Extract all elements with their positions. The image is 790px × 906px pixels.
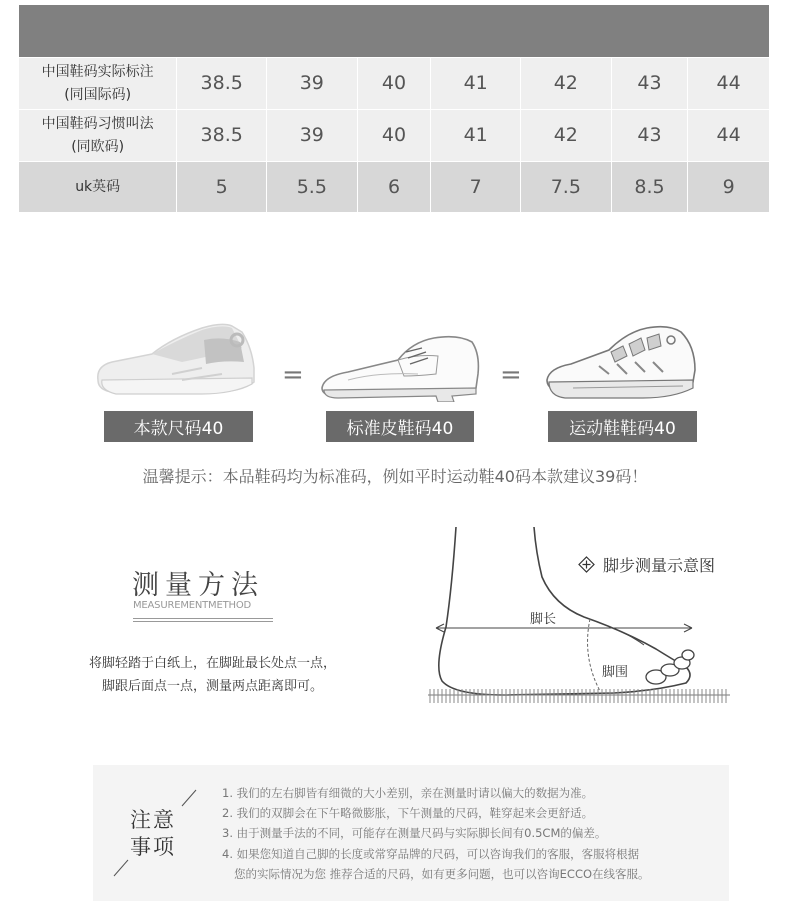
measurement-subtitle: MEASUREMENTMETHOD: [133, 600, 252, 611]
description-line: 将脚轻踏于白纸上，在脚趾最长处点一点，: [88, 656, 336, 671]
leather-shoe-image: [318, 330, 484, 402]
row-label-line2: (同欧码): [71, 138, 125, 155]
size-cell: 43: [611, 58, 688, 109]
size-cell: 5: [176, 162, 266, 212]
size-cell: 6: [357, 162, 431, 212]
row-label: [19, 110, 176, 161]
size-cell: 40: [357, 58, 431, 109]
size-cell: 39: [266, 58, 357, 109]
shoe-label-sports: 运动鞋鞋码40: [548, 411, 697, 442]
size-cell: 38.5: [176, 110, 266, 161]
note-item: 2. 我们的双脚会在下午略微膨胀，下午测量的尺码，鞋穿起来会更舒适。: [222, 806, 594, 821]
size-cell: 44: [687, 58, 769, 109]
size-cell: 5.5: [266, 162, 357, 212]
equal-sign: =: [500, 360, 522, 390]
divider: [133, 621, 273, 622]
table-row: [19, 161, 769, 212]
note-item: 4. 如果您知道自己脚的长度或常穿品牌的尺码，可以咨询我们的客服，客服将根据: [222, 846, 640, 861]
decorative-slash: [112, 858, 130, 878]
row-label-line1: 中国鞋码实际标注: [41, 63, 154, 80]
notes-list: [222, 783, 650, 884]
foot-diagram-title-text: 脚步测量示意图: [603, 556, 716, 575]
row-label-line1: uk英码: [75, 178, 121, 195]
size-cell: 42: [520, 110, 611, 161]
notes-heading: [130, 807, 176, 861]
table-row: [19, 109, 769, 161]
shoe-label-this-style: 本款尺码40: [104, 411, 253, 442]
notes-heading-line: 注意: [130, 808, 176, 832]
size-cell: 42: [520, 58, 611, 109]
measurement-description: [70, 652, 355, 698]
equal-sign: =: [282, 360, 304, 390]
size-cell: 43: [611, 110, 688, 161]
description-line: 脚跟后面点一点，测量两点距离即可。: [101, 679, 323, 694]
size-table: [19, 5, 769, 212]
decorative-slash: [180, 788, 198, 808]
table-row: [19, 57, 769, 109]
size-cell: 9: [687, 162, 769, 212]
size-tip: 温馨提示：本品鞋码均为标准码，例如平时运动鞋40码本款建议39码！: [142, 467, 648, 486]
sports-shoe-image: [543, 322, 703, 402]
size-cell: 7.5: [520, 162, 611, 212]
note-item: 您的实际情况为您 推荐合适的尺码，如有更多问题，也可以咨询ECCO在线客服。: [234, 866, 650, 881]
size-cell: 41: [430, 58, 520, 109]
size-cell: 41: [430, 110, 520, 161]
sneaker-image: [92, 318, 260, 398]
size-cell: 39: [266, 110, 357, 161]
size-cell: 38.5: [176, 58, 266, 109]
note-item: 1. 我们的左右脚皆有细微的大小差别，亲在测量时请以偏大的数据为准。: [222, 786, 594, 800]
foot-diagram-title: [578, 553, 715, 576]
size-cell: 40: [357, 110, 431, 161]
notes-heading-line: 事项: [130, 835, 176, 859]
row-label-line1: 中国鞋码习惯叫法: [41, 115, 154, 132]
size-cell: 8.5: [611, 162, 688, 212]
foot-length-label: 脚长: [527, 608, 559, 627]
row-label: [19, 162, 176, 212]
size-cell: 44: [687, 110, 769, 161]
divider: [133, 618, 273, 619]
shoe-label-leather: 标准皮鞋码40: [326, 411, 474, 442]
row-label: [19, 58, 176, 109]
size-cell: 7: [430, 162, 520, 212]
measurement-title: 测量方法: [132, 570, 264, 601]
row-label-line2: (同国际码): [64, 86, 132, 103]
crosshair-icon: [578, 556, 595, 573]
foot-girth-label: 脚围: [602, 665, 629, 680]
note-item: 3. 由于测量手法的不同，可能存在测量尺码与实际脚长间有0.5CM的偏差。: [222, 826, 607, 841]
table-header: [19, 5, 769, 57]
